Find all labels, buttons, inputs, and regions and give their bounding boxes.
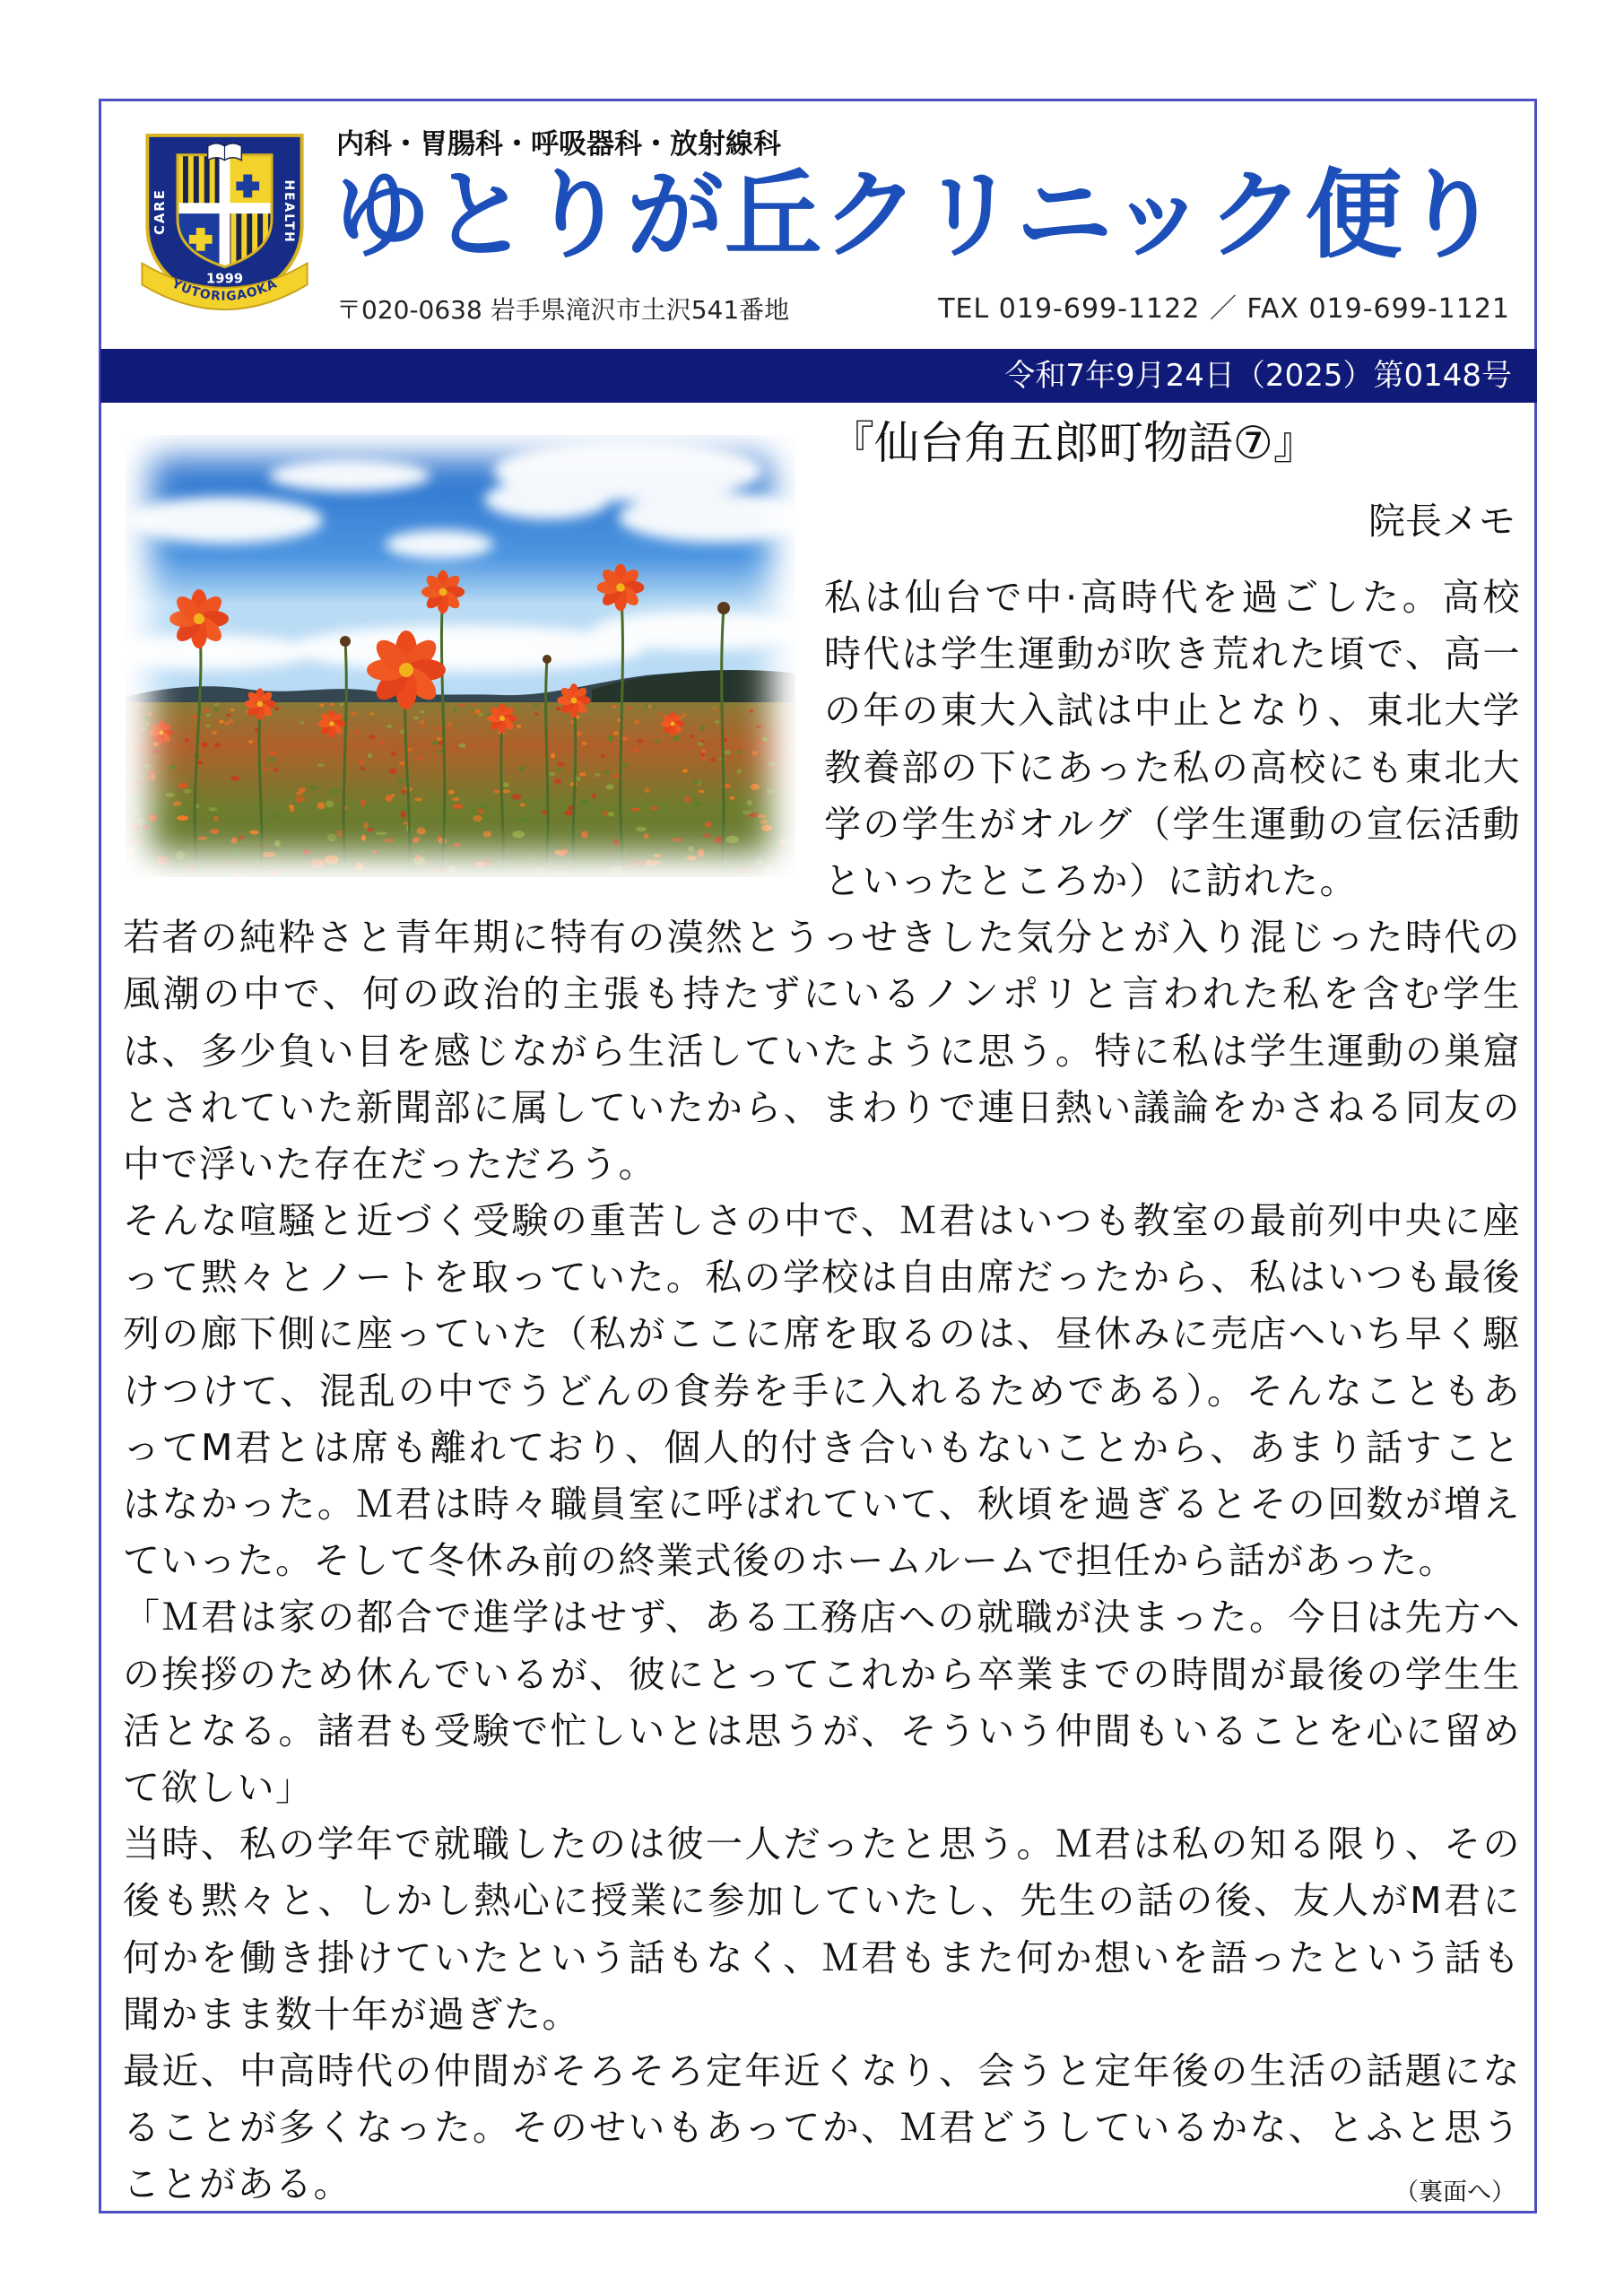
article-line: 列の廊下側に座っていた（私がここに席を取るのは、昼休みに売店へいち早く駆 bbox=[123, 1312, 1521, 1356]
continued-note: （裏面へ） bbox=[1394, 2179, 1515, 2206]
article-paragraph bbox=[0, 2043, 1624, 2213]
article-line: 後も黙々と、しかし熱心に授業に参加していたし、先生の話の後、友人がM君に bbox=[123, 1879, 1521, 1923]
issue-bar bbox=[100, 349, 1537, 403]
article-line: けつけて、混乱の中でうどんの食券を手に入れるためである）。そんなこともあ bbox=[123, 1369, 1521, 1413]
article-line: て欲しい」 bbox=[123, 1765, 314, 1809]
clinic-contact: TEL 019-699-1122 ／ FAX 019-699-1121 bbox=[938, 293, 1510, 325]
article-line: の年の東大入試は中止となり、東北大学 bbox=[824, 689, 1521, 733]
article-line: 何かを働き掛けていたという話もなく、Ｍ君もまた何か想いを語ったという話も bbox=[123, 1935, 1521, 1979]
article-line: はなかった。Ｍ君は時々職員室に呼ばれていて、秋頃を過ぎるとその回数が増え bbox=[123, 1483, 1521, 1526]
article-line: 「Ｍ君は家の都合で進学はせず、ある工務店への就職が決まった。今日は先方へ bbox=[123, 1596, 1521, 1639]
article-line: そんな喧騒と近づく受験の重苦しさの中で、Ｍ君はいつも教室の最前列中央に座 bbox=[123, 1199, 1521, 1243]
article-line: といったところか）に訪れた。 bbox=[824, 858, 1358, 902]
article-line: 学の学生がオルグ（学生運動の宣伝活動 bbox=[824, 802, 1521, 846]
article-line: 風潮の中で、何の政治的主張も持たずにいるノンポリと言われた私を含む学生 bbox=[123, 972, 1521, 1016]
logo-year-text: 1999 bbox=[205, 270, 244, 287]
article-line: ることが多くなった。そのせいもあってか、Ｍ君どうしているかな、とふと思う bbox=[123, 2106, 1521, 2150]
article-line: とされていた新聞部に属していたから、まわりで連日熱い議論をかさねる同友の bbox=[123, 1085, 1521, 1129]
clinic-address: 〒020-0638 岩手県滝沢市土沢541番地 bbox=[336, 295, 790, 325]
logo-banner-text: YUTORIGAOKA bbox=[169, 276, 280, 304]
clinic-logo bbox=[140, 130, 309, 317]
article-line: 最近、中高時代の仲間がそろそろ定年近くなり、会うと定年後の生活の話題にな bbox=[123, 2048, 1521, 2092]
article-paragraph bbox=[0, 1816, 1624, 2043]
departments-line: 内科・胃腸科・呼吸器科・放射線科 bbox=[336, 128, 781, 161]
article-line: 教養部の下にあった私の高校にも東北大 bbox=[824, 745, 1521, 789]
article-line: 活となる。諸君も受験で忙しいとは思うが、そういう仲間もいることを心に留め bbox=[123, 1709, 1521, 1752]
article-paragraph bbox=[0, 909, 1624, 1193]
article-byline: 院長メモ bbox=[1368, 500, 1515, 543]
article-line: って黙々とノートを取っていた。私の学校は自由席だったから、私はいつも最後 bbox=[123, 1256, 1521, 1300]
article-line: 聞かまま数十年が過ぎた。 bbox=[123, 1992, 580, 2036]
article-line: は、多少負い目を感じながら生活していたように思う。特に私は学生運動の巣窟 bbox=[123, 1029, 1521, 1073]
article-line: 時代は学生運動が吹き荒れた頃で、高一 bbox=[824, 632, 1521, 676]
logo-care-text: CARE bbox=[152, 188, 169, 236]
article-line: ってM君とは席も離れており、個人的付き合いもないことから、あまり話すこと bbox=[123, 1425, 1521, 1469]
article-paragraph bbox=[0, 1193, 1624, 1589]
article-line: の挨拶のため休んでいるが、彼にとってこれから卒業までの時間が最後の学生生 bbox=[123, 1652, 1521, 1696]
issue-date: 令和7年9月24日（2025）第0148号 bbox=[1004, 358, 1512, 394]
logo-health-text: HEALTH bbox=[281, 179, 296, 244]
article-line: ていった。そして冬休み前の終業式後のホームルームで担任から話があった。 bbox=[123, 1539, 1457, 1583]
article-line: ことがある。 bbox=[123, 2162, 352, 2206]
article-paragraph bbox=[0, 1589, 1624, 1816]
article-title: 『仙台角五郎町物語⑦』 bbox=[829, 417, 1318, 469]
newsletter-title: ゆとりが丘クリニック便り bbox=[334, 160, 1501, 272]
article-line: 中で浮いた存在だっただろう。 bbox=[123, 1142, 656, 1186]
article-line: 当時、私の学年で就職したのは彼一人だったと思う。Ｍ君は私の知る限り、その bbox=[123, 1822, 1521, 1866]
article-line: 若者の純粋さと青年期に特有の漠然とうっせきした気分とが入り混じった時代の bbox=[123, 916, 1521, 960]
article-paragraph bbox=[0, 570, 1624, 909]
article-body bbox=[0, 570, 1624, 2213]
article-line: 私は仙台で中·高時代を過ごした。高校 bbox=[824, 576, 1521, 619]
